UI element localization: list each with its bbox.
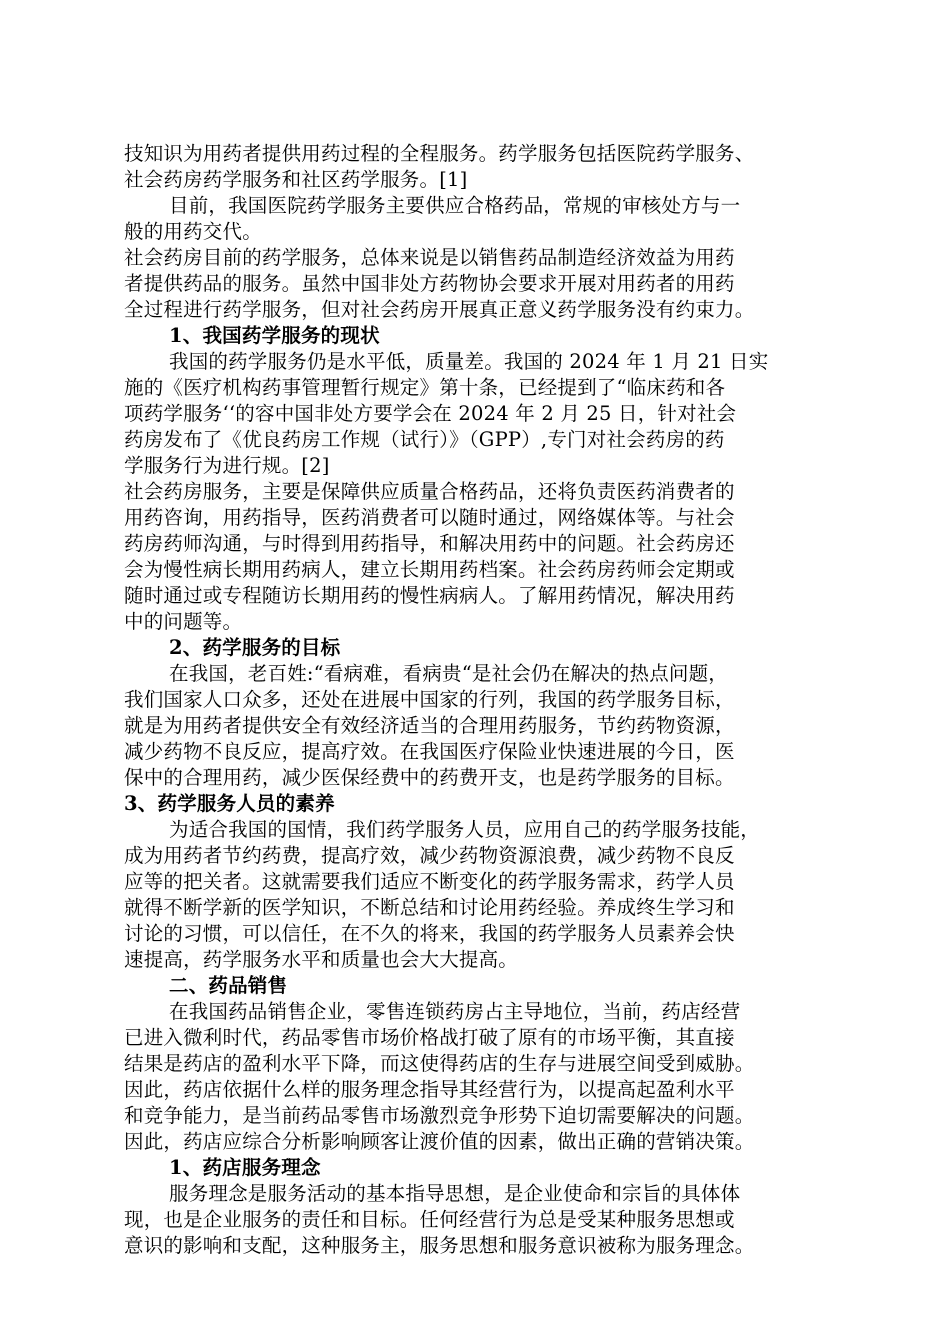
paragraph-line: 成为用药者节约药费，提高疗效，减少药物资源浪费，减少药物不良反 [124,844,735,867]
paragraph-line: 项药学服务‘‘的容中国非处方要学会在 2024 年 2 月 25 日，针对社会 [124,402,737,425]
paragraph-line: 施的《医疗机构药事管理暂行规定》第十条，已经提到了“临床药和各 [124,376,726,399]
paragraph-line: 速提高，药学服务水平和质量也会大大提高。 [124,948,519,971]
paragraph-line: 减少药物不良反应，提高疗效。在我国医疗保险业快速进展的今日，医 [124,740,735,763]
paragraph-line: 保中的合理用药，减少医保经费中的药费开支，也是药学服务的目标。 [124,766,735,789]
paragraph-line: 服务理念是服务活动的基本指导思想，是企业使命和宗旨的具体体 [169,1182,741,1205]
paragraph-line: 我们国家人口众多，还处在进展中国家的行列，我国的药学服务目标， [124,688,735,711]
paragraph-line: 社会药房药学服务和社区药学服务。[1] [124,168,468,191]
paragraph-line: 我国的药学服务仍是水平低，质量差。我国的 2024 年 1 月 21 日实 [169,350,769,373]
paragraph-line: 为适合我国的国情，我们药学服务人员，应用自己的药学服务技能， [169,818,761,841]
paragraph-line: 般的用药交代。 [124,220,262,243]
paragraph-line: 药房药师沟通，与时得到用药指导，和解决用药中的问题。社会药房还 [124,532,735,555]
paragraph-line: 目前，我国医院药学服务主要供应合格药品，常规的审核处方与一 [169,194,741,217]
paragraph-line: 社会药房目前的药学服务，总体来说是以销售药品制造经济效益为用药 [124,246,735,269]
section-heading: 1、我国药学服务的现状 [169,324,380,347]
section-heading: 3、药学服务人员的素养 [124,792,335,815]
paragraph-line: 技知识为用药者提供用药过程的全程服务。药学服务包括医院药学服务、 [124,142,755,165]
paragraph-line: 现，也是企业服务的责任和目标。任何经营行为总是受某种服务思想或 [124,1208,735,1231]
paragraph-line: 药房发布了《优良药房工作规（试行）》（GPP）,专门对社会药房的药 [124,428,725,451]
paragraph-line: 社会药房服务，主要是保障供应质量合格药品，还将负责医药消费者的 [124,480,735,503]
paragraph-line: 随时通过或专程随访长期用药的慢性病病人。了解用药情况，解决用药 [124,584,735,607]
paragraph-line: 全过程进行药学服务，但对社会药房开展真正意义药学服务没有约束力。 [124,298,755,321]
paragraph-line: 和竞争能力，是当前药品零售市场激烈竞争形势下迫切需要解决的问题。 [124,1104,755,1127]
paragraph-line: 者提供药品的服务。虽然中国非处方药物协会要求开展对用药者的用药 [124,272,735,295]
paragraph-line: 在我国药品销售企业，零售连锁药房占主导地位，当前，药店经营 [169,1000,741,1023]
paragraph-line: 就得不断学新的医学知识，不断总结和讨论用药经验。养成终生学习和 [124,896,735,919]
paragraph-line: 因此，药店依据什么样的服务理念指导其经营行为，以提高起盈利水平 [124,1078,735,1101]
paragraph-line: 就是为用药者提供安全有效经济适当的合理用药服务，节约药物资源， [124,714,735,737]
paragraph-line: 讨论的习惯，可以信任，在不久的将来，我国的药学服务人员素养会快 [124,922,735,945]
section-heading: 2、药学服务的目标 [169,636,341,659]
paragraph-line: 意识的影响和支配，这种服务主，服务思想和服务意识被称为服务理念。 [124,1234,755,1257]
paragraph-line: 学服务行为进行规。[2] [124,454,330,477]
paragraph-line: 已进入微利时代，药品零售市场价格战打破了原有的市场平衡，其直接 [124,1026,735,1049]
paragraph-line: 中的问题等。 [124,610,243,633]
section-heading: 二、药品销售 [169,974,288,997]
paragraph-line: 应等的把关者。这就需要我们适应不断变化的药学服务需求，药学人员 [124,870,735,893]
paragraph-line: 用药咨询，用药指导，医药消费者可以随时通过，网络媒体等。与社会 [124,506,735,529]
paragraph-line: 结果是药店的盈利水平下降，而这使得药店的生存与进展空间受到威胁。 [124,1052,755,1075]
paragraph-line: 在我国，老百姓:“看病难，看病贵“是社会仍在解决的热点问题， [169,662,729,685]
paragraph-line: 会为慢性病长期用药病人，建立长期用药档案。社会药房药师会定期或 [124,558,735,581]
section-heading: 1、药店服务理念 [169,1156,321,1179]
paragraph-line: 因此，药店应综合分析影响顾客让渡价值的因素，做出正确的营销决策。 [124,1130,755,1153]
